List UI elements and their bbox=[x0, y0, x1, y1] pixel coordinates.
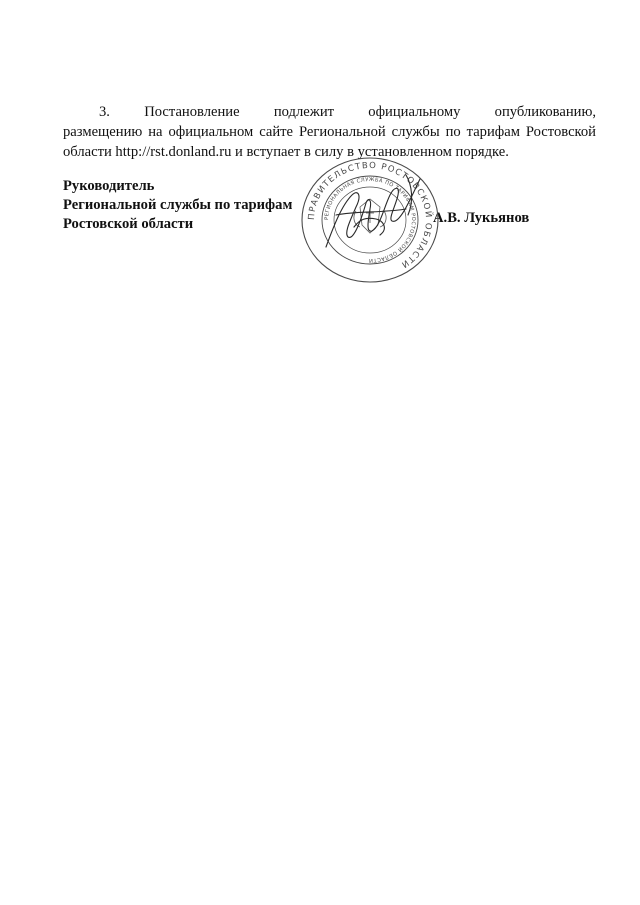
position-line-3: Ростовской области bbox=[63, 216, 194, 232]
clause-first-line bbox=[63, 102, 596, 122]
signatory-position bbox=[63, 177, 292, 234]
seal-inner-text: РЕГИОНАЛЬНАЯ СЛУЖБА ПО ТАРИФАМ РОСТОВСКОЙ ОБЛАСТИ bbox=[323, 176, 417, 264]
clause-word: опубликованию, bbox=[494, 104, 596, 120]
seal-outer-text: ПРАВИТЕЛЬСТВО РОСТОВСКОЙ ОБЛАСТИ bbox=[306, 160, 434, 270]
official-seal-with-signature bbox=[296, 155, 444, 285]
clause-number: 3. bbox=[99, 104, 110, 120]
clause-word: официальному bbox=[368, 104, 461, 120]
signer-name: А.В. Лукьянов bbox=[433, 210, 530, 226]
clause-3-paragraph bbox=[63, 102, 596, 162]
clause-body-text: размещению на официальном сайте Региональной службы по тарифам Ростовской области http://rst.donland.ru и вступает в силу в установленном порядке. bbox=[63, 124, 596, 160]
clause-word: подлежит bbox=[273, 104, 335, 120]
position-line-2: Региональной службы по тарифам bbox=[63, 197, 293, 213]
position-line-1: Руководитель bbox=[63, 178, 155, 194]
clause-word: Постановление bbox=[144, 104, 240, 120]
